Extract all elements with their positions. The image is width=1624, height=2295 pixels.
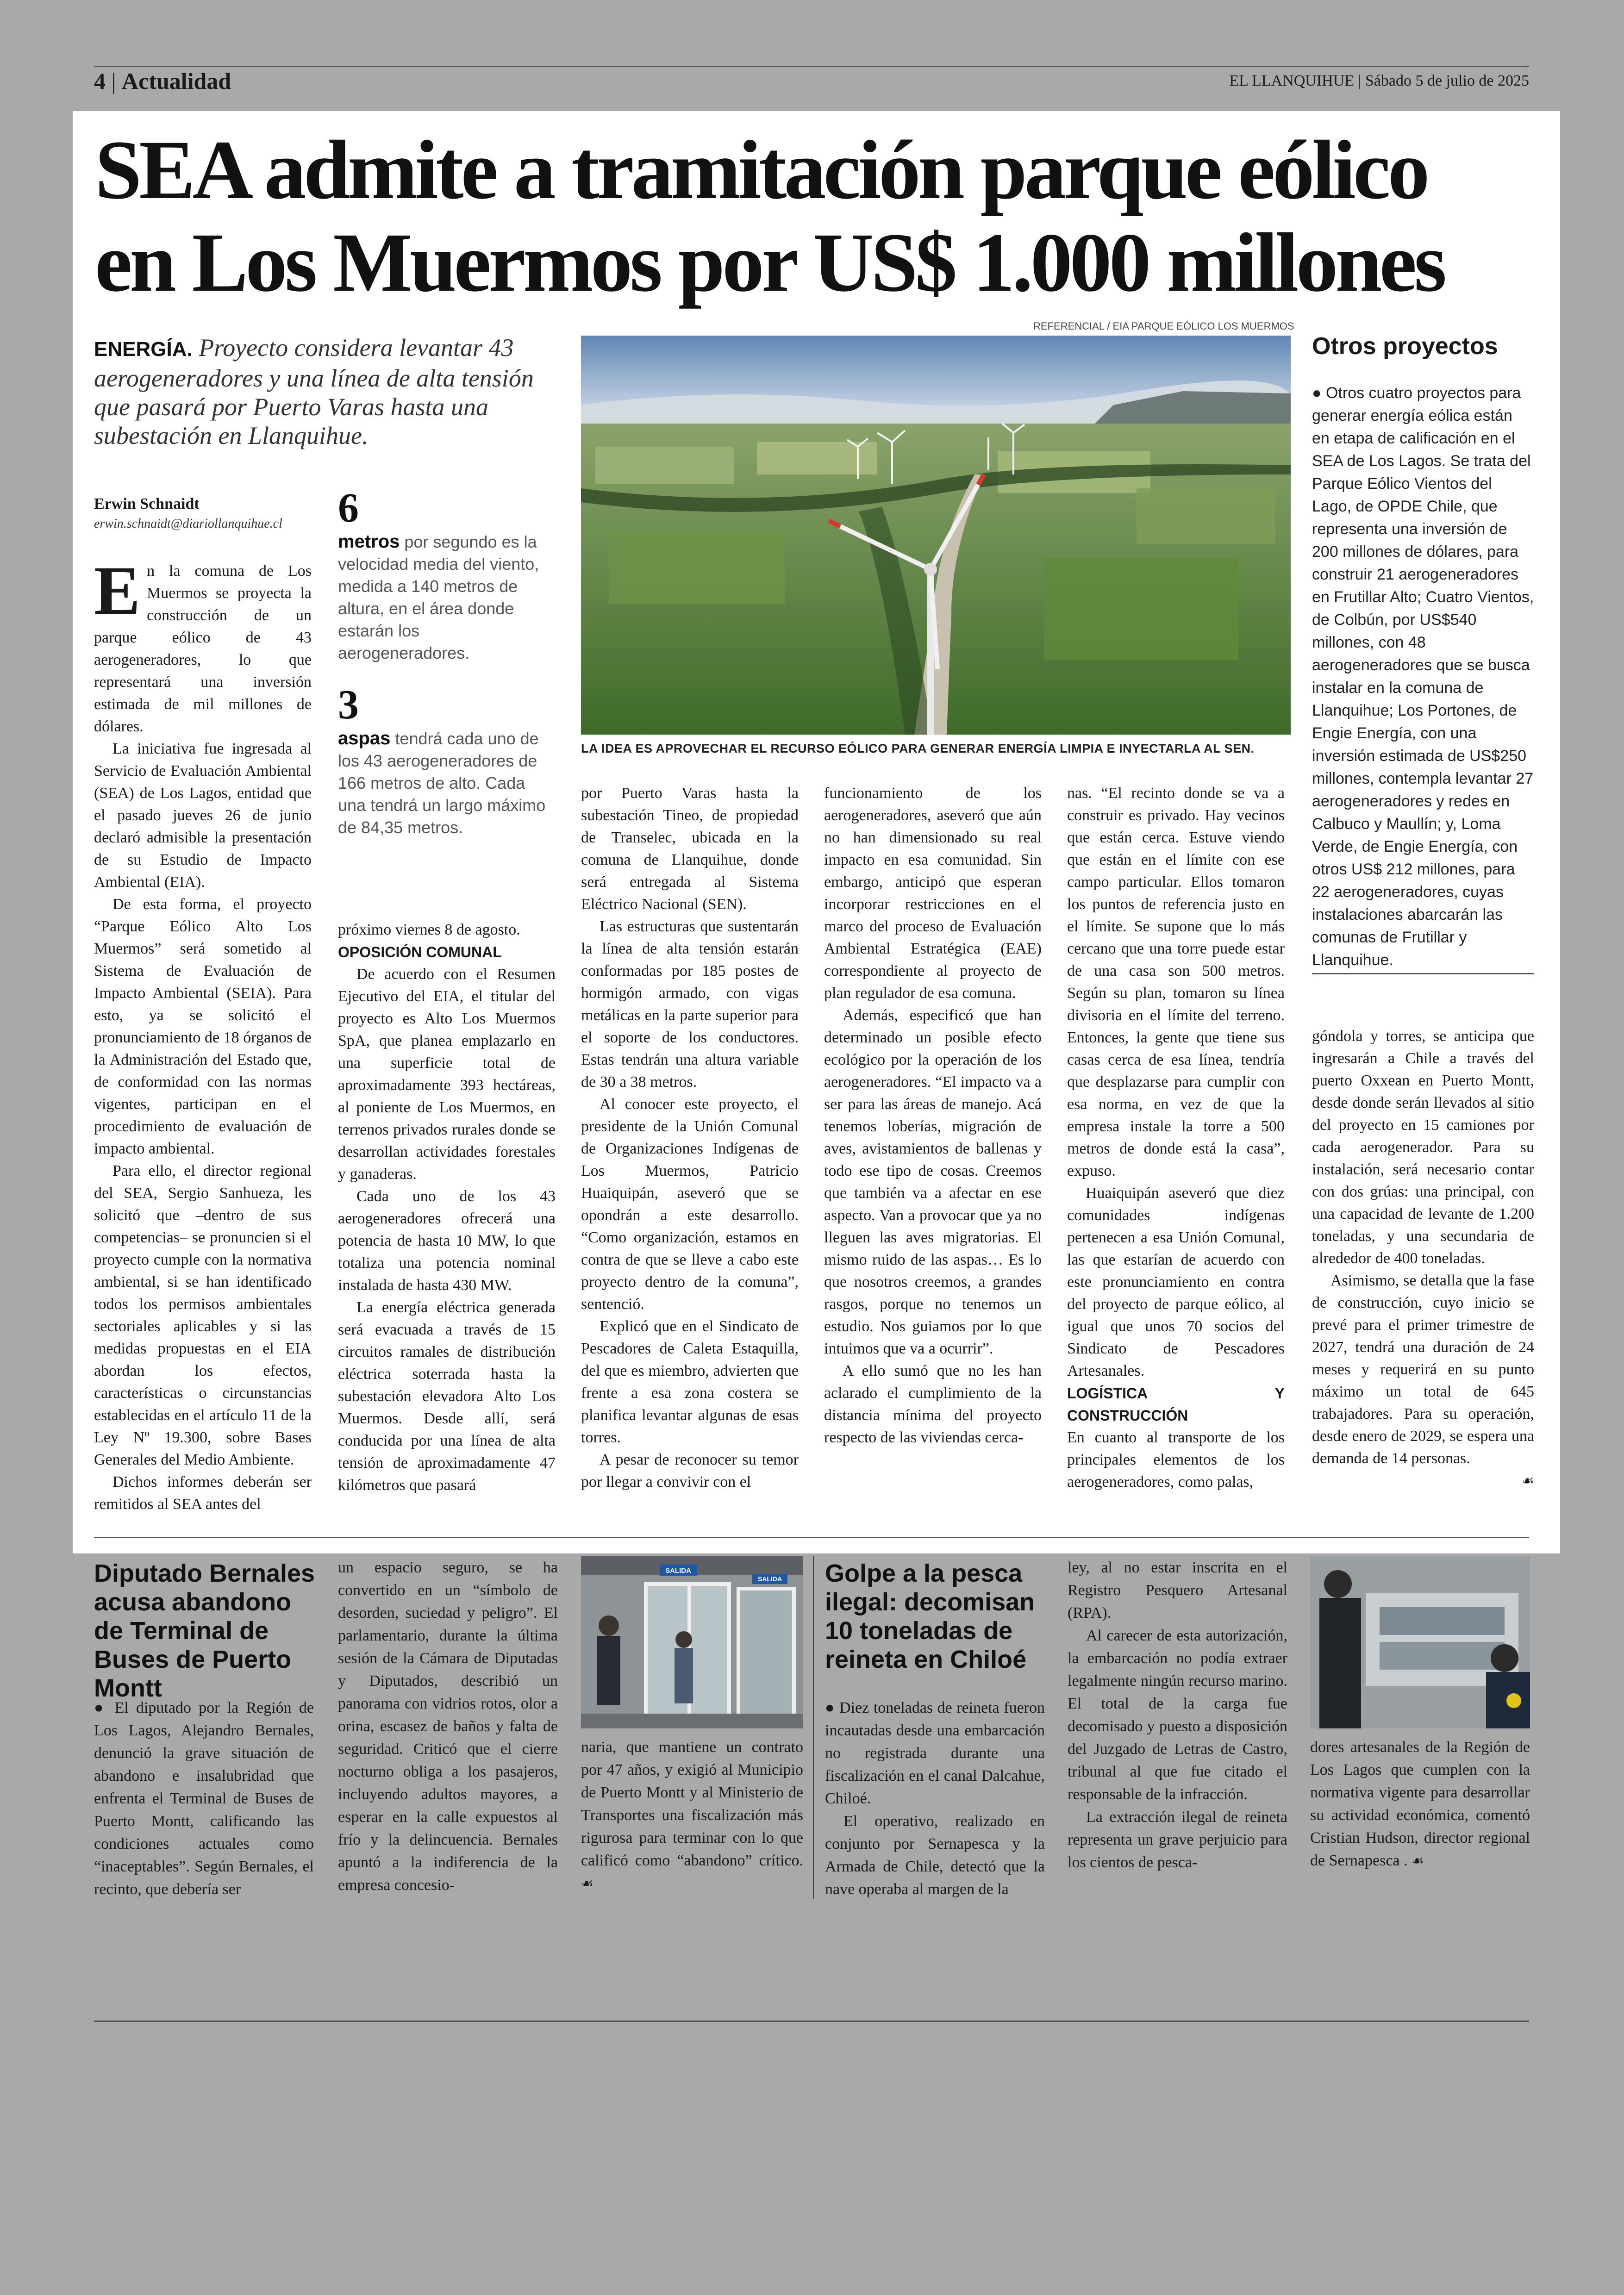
col1-p4: Para ello, el director regional del SEA, Sergio Sanhueza, les solicitó que –dentro de sus competencias– se pronuncien si el proyecto cumple con la normativa ambiental, si se han identificado todos los permisos ambientales sectoriales aplicables y si las medidas propuestas en el EIA abordan los efectos, características o circunstancias establecidas en el artículo 11 de la Ley Nº 19.300, sobre Bases Generales del Medio Ambiente. [94,1162,312,1468]
col2-p3: Cada uno de los 43 aerogeneradores ofrecerá una potencia de hasta 10 MW, lo que totaliza una potencia nominal instalada de hasta 430 MW. [338,1188,556,1294]
story2-col3-text: naria, que mantiene un contrato por 47 años, y exigió al Municipio de Puerto Montt y al Ministerio de Transportes una fiscalización más rigurosa para terminar con lo que calificó como “abandono” crítico. [581,1739,803,1869]
author-email: erwin.schnaidt@diariollanquihue.cl [94,517,282,531]
col4-p3: A ello sumó que no les han aclarado el cumplimiento de la distancia mínima del proyecto respecto de las viviendas cerca- [824,1362,1042,1446]
story3-column-2 [1068,1556,1287,1874]
story3-headline: Golpe a la pesca ilegal: decomisan 10 toneladas de reineta en Chiloé [825,1559,1035,1673]
story3-col3-text: dores artesanales de la Región de Los Lagos que cumplen con la normativa vigente para desarrollar su actividad económica, comentó Cristian Hudson, director regional de Sernapesca . [1310,1739,1530,1869]
drop-cap: E [94,552,141,629]
col4-p2: Además, especificó que han determinado un posible efecto ecológico por la operación de los aerogeneradores. “El impacto va a ser para las áreas de manejo. Acá tenemos loberías, migración de aves, avistamientos de ballenas y todo ese tipo de cosas. Creemos que también va a afectar en ese aspecto. Van a provocar que ya no lleguen las aves migratorias. El mismo ruido de las aspas… Es lo que nosotros creemos, a grandes rasgos, porque no tenemos un estudio. Nos guiamos por lo que intuimos que va a ocurrir”. [824,1007,1042,1357]
photo-sign-1: SALIDA [665,1567,691,1575]
story2-column-3 [581,1736,803,1895]
end-mark-icon: ☙ [1522,1473,1534,1489]
headline-line-1: SEA admite a tramitación parque eólico [95,124,1427,217]
page-header-right: EL LLANQUIHUE | Sábado 5 de julio de 2025 [1229,72,1529,89]
story3-column-1 [825,1696,1045,1901]
col3-p1: por Puerto Varas hasta la subestación Tineo, de propiedad de Transelec, ubicada en la comuna de Llanquihue, donde será entregada al Sistema Eléctrico Nacional (SEN). [581,785,799,913]
sidebar-body: Otros cuatro proyectos para generar energía eólica están en etapa de calificación en el SEA de Los Lagos. Se trata del Parque Eólico Vientos del Lago, de OPDE Chile, que representa una inversión de 200 millones de dólares, para construir 21 aerogeneradores en Frutillar Alto; Cuatro Vientos, de Colbún, por US$540 millones, con 48 aerogeneradores que se busca instalar en la comuna de Llanquihue; Los Portones, de Engie Energía, con una inversión estimada de US$250 millones, contempla levantar 27 aerogeneradores y redes en Calbuco y Maullín; y, Loma Verde, de Engie Energía, con otros US$ 212 millones, para 22 aerogeneradores, cuyas instalaciones abarcarán las comunas de Frutillar y Llanquihue. [1312,384,1534,969]
col1-p3: De esta forma, el proyecto “Parque Eólico Alto Los Muermos” será sometido al Sistema de Evaluación de Impacto Ambiental (SEIA). Para esto, ya se solicitó el pronunciamiento de 18 órganos de la Administración del Estado que, de conformidad con las normas vigentes, participan en el procedimiento de evaluación de impacto ambiental. [94,896,312,1157]
stat-box-wind [338,486,556,664]
article-column-2 [338,919,556,1497]
article-column-4 [824,782,1042,1449]
story3-col1-text: Diez toneladas de reineta fueron incautadas desde una embarcación no registrada durante una fiscalización en el canal Dalcahue, Chiloé. [825,1699,1045,1807]
end-mark-icon: ☙ [581,1876,593,1892]
story2-col2-text: un espacio seguro, se ha convertido en un “símbolo de desorden, suciedad y peligro”. El parlamentario, durante la última sesión de la Cámara de Diputadas y Diputados, describió un panorama con vidrios rotos, olor a orina, escasez de baños y falta de seguridad. Criticó que el cierre nocturno obliga a los pasajeros, incluyendo adultos mayores, a esperar en la calle expuestos al frío y la delincuencia. Bernales apuntó a la indiferencia de la empresa concesio- [338,1559,558,1894]
photo-credit: REFERENCIAL / EIA PARQUE EÓLICO LOS MUERMOS [1033,320,1294,332]
col1-p5: Dichos informes deberán ser remitidos al SEA antes del [94,1473,312,1513]
stat-box-blades [338,683,556,839]
end-mark-icon: ☙ [1412,1853,1424,1869]
subhead-oposicion: OPOSICIÓN COMUNAL [338,944,502,960]
col5-p3: En cuanto al transporte de los principales elementos de los aerogeneradores, como palas, [1067,1429,1285,1491]
sidebar-bottom-rule [1312,973,1534,974]
col6-p1: góndola y torres, se anticipa que ingresarán a Chile a través del puerto Oxxean en Puerto Montt, desde donde serán llevados al sitio del proyecto en 15 camiones por cada aerogenerador. Para su instalación, será necesario contar con dos grúas: una principal, con una capacidad de levante de 1.200 toneladas, y una secundaria de alrededor de 400 toneladas. [1312,1028,1534,1267]
story3-col2-text: ley, al no estar inscrita en el Registro Pesquero Artesanal (RPA). [1068,1559,1287,1621]
col3-p3: Al conocer este proyecto, el presidente de la Unión Comunal de Organizaciones Indígenas de Los Muermos, Patricio Huaiquipán, aseveró que se opondrán a este desarrollo. “Como organización, estamos en contra de que se lleve a cabo este proyecto dentro de la comuna”, sentenció. [581,1096,799,1313]
story2-headline: Diputado Bernales acusa abandono de Terminal de Buses de Puerto Montt [94,1559,315,1702]
bullet-icon: ● [94,1699,115,1716]
deck-kicker: ENERGÍA. [94,338,193,361]
article-column-1 [94,552,312,1515]
photo-caption: LA IDEA ES APROVECHAR EL RECURSO EÓLICO PARA GENERAR ENERGÍA LIMPIA E INYECTARLA AL SEN. [581,742,1255,755]
story3-column-3 [1310,1736,1530,1872]
page-header-left: 4 | Actualidad [94,68,231,94]
story2-column-1 [94,1696,314,1901]
col2-p2: De acuerdo con el Resumen Ejecutivo del EIA, el titular del proyecto es Alto Los Muermos SpA, que planea emplazarlo en una superficie total de aproximadamente 393 hectáreas, al poniente de Los Muermos, en terrenos privados rurales donde se desarrollan actividades forestales y ganaderas. [338,966,556,1183]
stat1-unit: metros [338,531,400,552]
bullet-icon: ● [1312,384,1326,402]
col3-p4: Explicó que en el Sindicato de Pescadores de Caleta Estaquilla, del que es miembro, advierten que frente a esa zona costera se planifica levantar algunas de esas torres. [581,1318,799,1446]
article-column-3 [581,782,799,1493]
col2-p1: próximo viernes 8 de agosto. [338,921,520,938]
header-top-rule [94,66,1529,67]
deck-text: Proyecto considera levantar 43 aerogeneradores y una línea de alta tensión que pasará por Puerto Varas hasta una subestación en Llanquihue. [94,334,534,449]
col2-p4: La energía eléctrica generada será evacuada a través de 15 circuitos ramales de distribución eléctrica soterrada hasta la subestación elevadora Alto Los Muermos. Desde allí, será conducida por una línea de alta tensión de aproximadamente 47 kilómetros que pasará [338,1299,556,1494]
story3-col1-p2: El operativo, realizado en conjunto por Sernapesca y la Armada de Chile, detectó que la nave operaba al margen de la [825,1813,1045,1898]
article-headline [95,124,1539,309]
col1-p2: La iniciativa fue ingresada al Servicio de Evaluación Ambiental (SEA) de Los Lagos, entidad que el pasado jueves 26 de junio declaró admisible la presentación de su Estudio de Impacto Ambiental (EIA). [94,740,312,891]
main-article [73,111,1560,1553]
col5-p2: Huaiquipán aseveró que diez comunidades indígenas pertenecen a esa Unión Comunal, las que estarían de acuerdo con este pronunciamiento en contra del proyecto de parque eólico, al igual que unos 70 socios del Sindicato de Pescadores Artesanales. [1067,1185,1285,1379]
col1-p1: n la comuna de Los Muermos se proyecta la construcción de un parque eólico de 43 aerogeneradores, lo que representará una inversión estimada de mil millones de dólares. [94,562,312,735]
stat2-unit: aspas [338,728,391,748]
col3-p5: A pesar de reconocer su temor por llegar a convivir con el [581,1451,799,1491]
bullet-icon: ● [825,1699,840,1716]
article-deck [94,333,557,450]
story3-col2-p3: La extracción ilegal de reineta representa un grave perjuicio para los cientos de pesca- [1068,1809,1287,1871]
author-name: Erwin Schnaidt [94,495,200,512]
bus-terminal-photo [581,1556,803,1728]
article-column-6 [1312,1025,1534,1492]
story-divider-vertical [813,1556,814,1899]
col3-p2: Las estructuras que sustentarán la línea de alta tensión estarán conformadas por 185 postes de hormigón armado, con vigas metálicas en la parte superior para el soporte de los conductores. Estas tendrán una altura variable de 30 a 38 metros. [581,918,799,1091]
sidebar-text [1312,382,1534,972]
stat1-number: 6 [338,485,359,531]
fish-seizure-photo [1310,1556,1530,1728]
col6-p2: Asimismo, se detalla que la fase de construcción, cuyo inicio se prevé para el primer trimestre de 2027, tendrá una duración de 24 meses y requerirá en su punto máximo un total de 645 trabajadores. Para su operación, desde enero de 2029, se espera una demanda de 14 personas. [1312,1272,1534,1467]
page-number: 4 [94,68,106,94]
col5-p1: nas. “El recinto donde se va a construir es privado. Hay vecinos que están cerca. Estuve viendo que están en el límite con ese campo particular. Ellos tomaron los puntos de referencia justo en el límite. Se supone que lo más cercano que una torre puede estar de una casa son 500 metros. Según su plan, tomaron su línea divisoria en el límite del terreno. Entonces, la gente que tiene sus casas cerca de esa línea, tendría que desplazarse para cumplir con esa norma, en vez de que la empresa instale la torre a 500 metros de donde está la casa”, expuso. [1067,785,1285,1179]
story2-column-2 [338,1556,558,1896]
wind-farm-photo [581,336,1291,735]
section-name: Actualidad [122,68,231,94]
story3-col2-p2: Al carecer de esta autorización, la embarcación no podía extraer legalmente ningún recurso marino. El total de la carga fue decomisado y puesto a disposición del Juzgado de Letras de Castro, tribunal al que fue citado el responsable de la infracción. [1068,1627,1287,1803]
issue-date: Sábado 5 de julio de 2025 [1365,72,1529,89]
stat1-text: por segundo es la velocidad media del viento, medida a 140 metros de altura, en el área donde estarán los aerogeneradores. [338,532,539,662]
photo-sign-2: SALIDA [757,1575,782,1583]
page-bottom-rule [94,2021,1529,2022]
story2-col1-text: El diputado por la Región de Los Lagos, Alejandro Bernales, denunció la grave situación de abandono e insalubridad que enfrenta el Terminal de Buses de Puerto Montt, calificando las condiciones actuales como “inaceptables”. Según Bernales, el recinto, que debería ser [94,1699,314,1898]
byline [94,495,312,531]
section-divider [94,1537,1529,1538]
sidebar-title: Otros proyectos [1312,333,1498,360]
stat2-text: tendrá cada uno de los 43 aerogeneradores de 166 metros de alto. Cada una tendrá un largo máximo de 84,35 metros. [338,729,546,837]
article-column-5 [1067,782,1285,1493]
newspaper-name: EL LLANQUIHUE [1229,72,1355,89]
subhead-logistica: LOGÍSTICA Y CONSTRUCCIÓN [1067,1385,1285,1424]
col4-p1: funcionamiento de los aerogeneradores, aseveró que aún no han dimensionado su real impacto en esa comunidad. Sin embargo, anticipó que esperan incorporar restricciones en el marco del proceso de Evaluación Ambiental Estratégica (EAE) correspondiente al proyecto de plan regulador de esa comuna. [824,785,1042,1002]
headline-line-2: en Los Muermos por US$ 1.000 millones [95,216,1444,309]
stat2-number: 3 [338,682,359,728]
